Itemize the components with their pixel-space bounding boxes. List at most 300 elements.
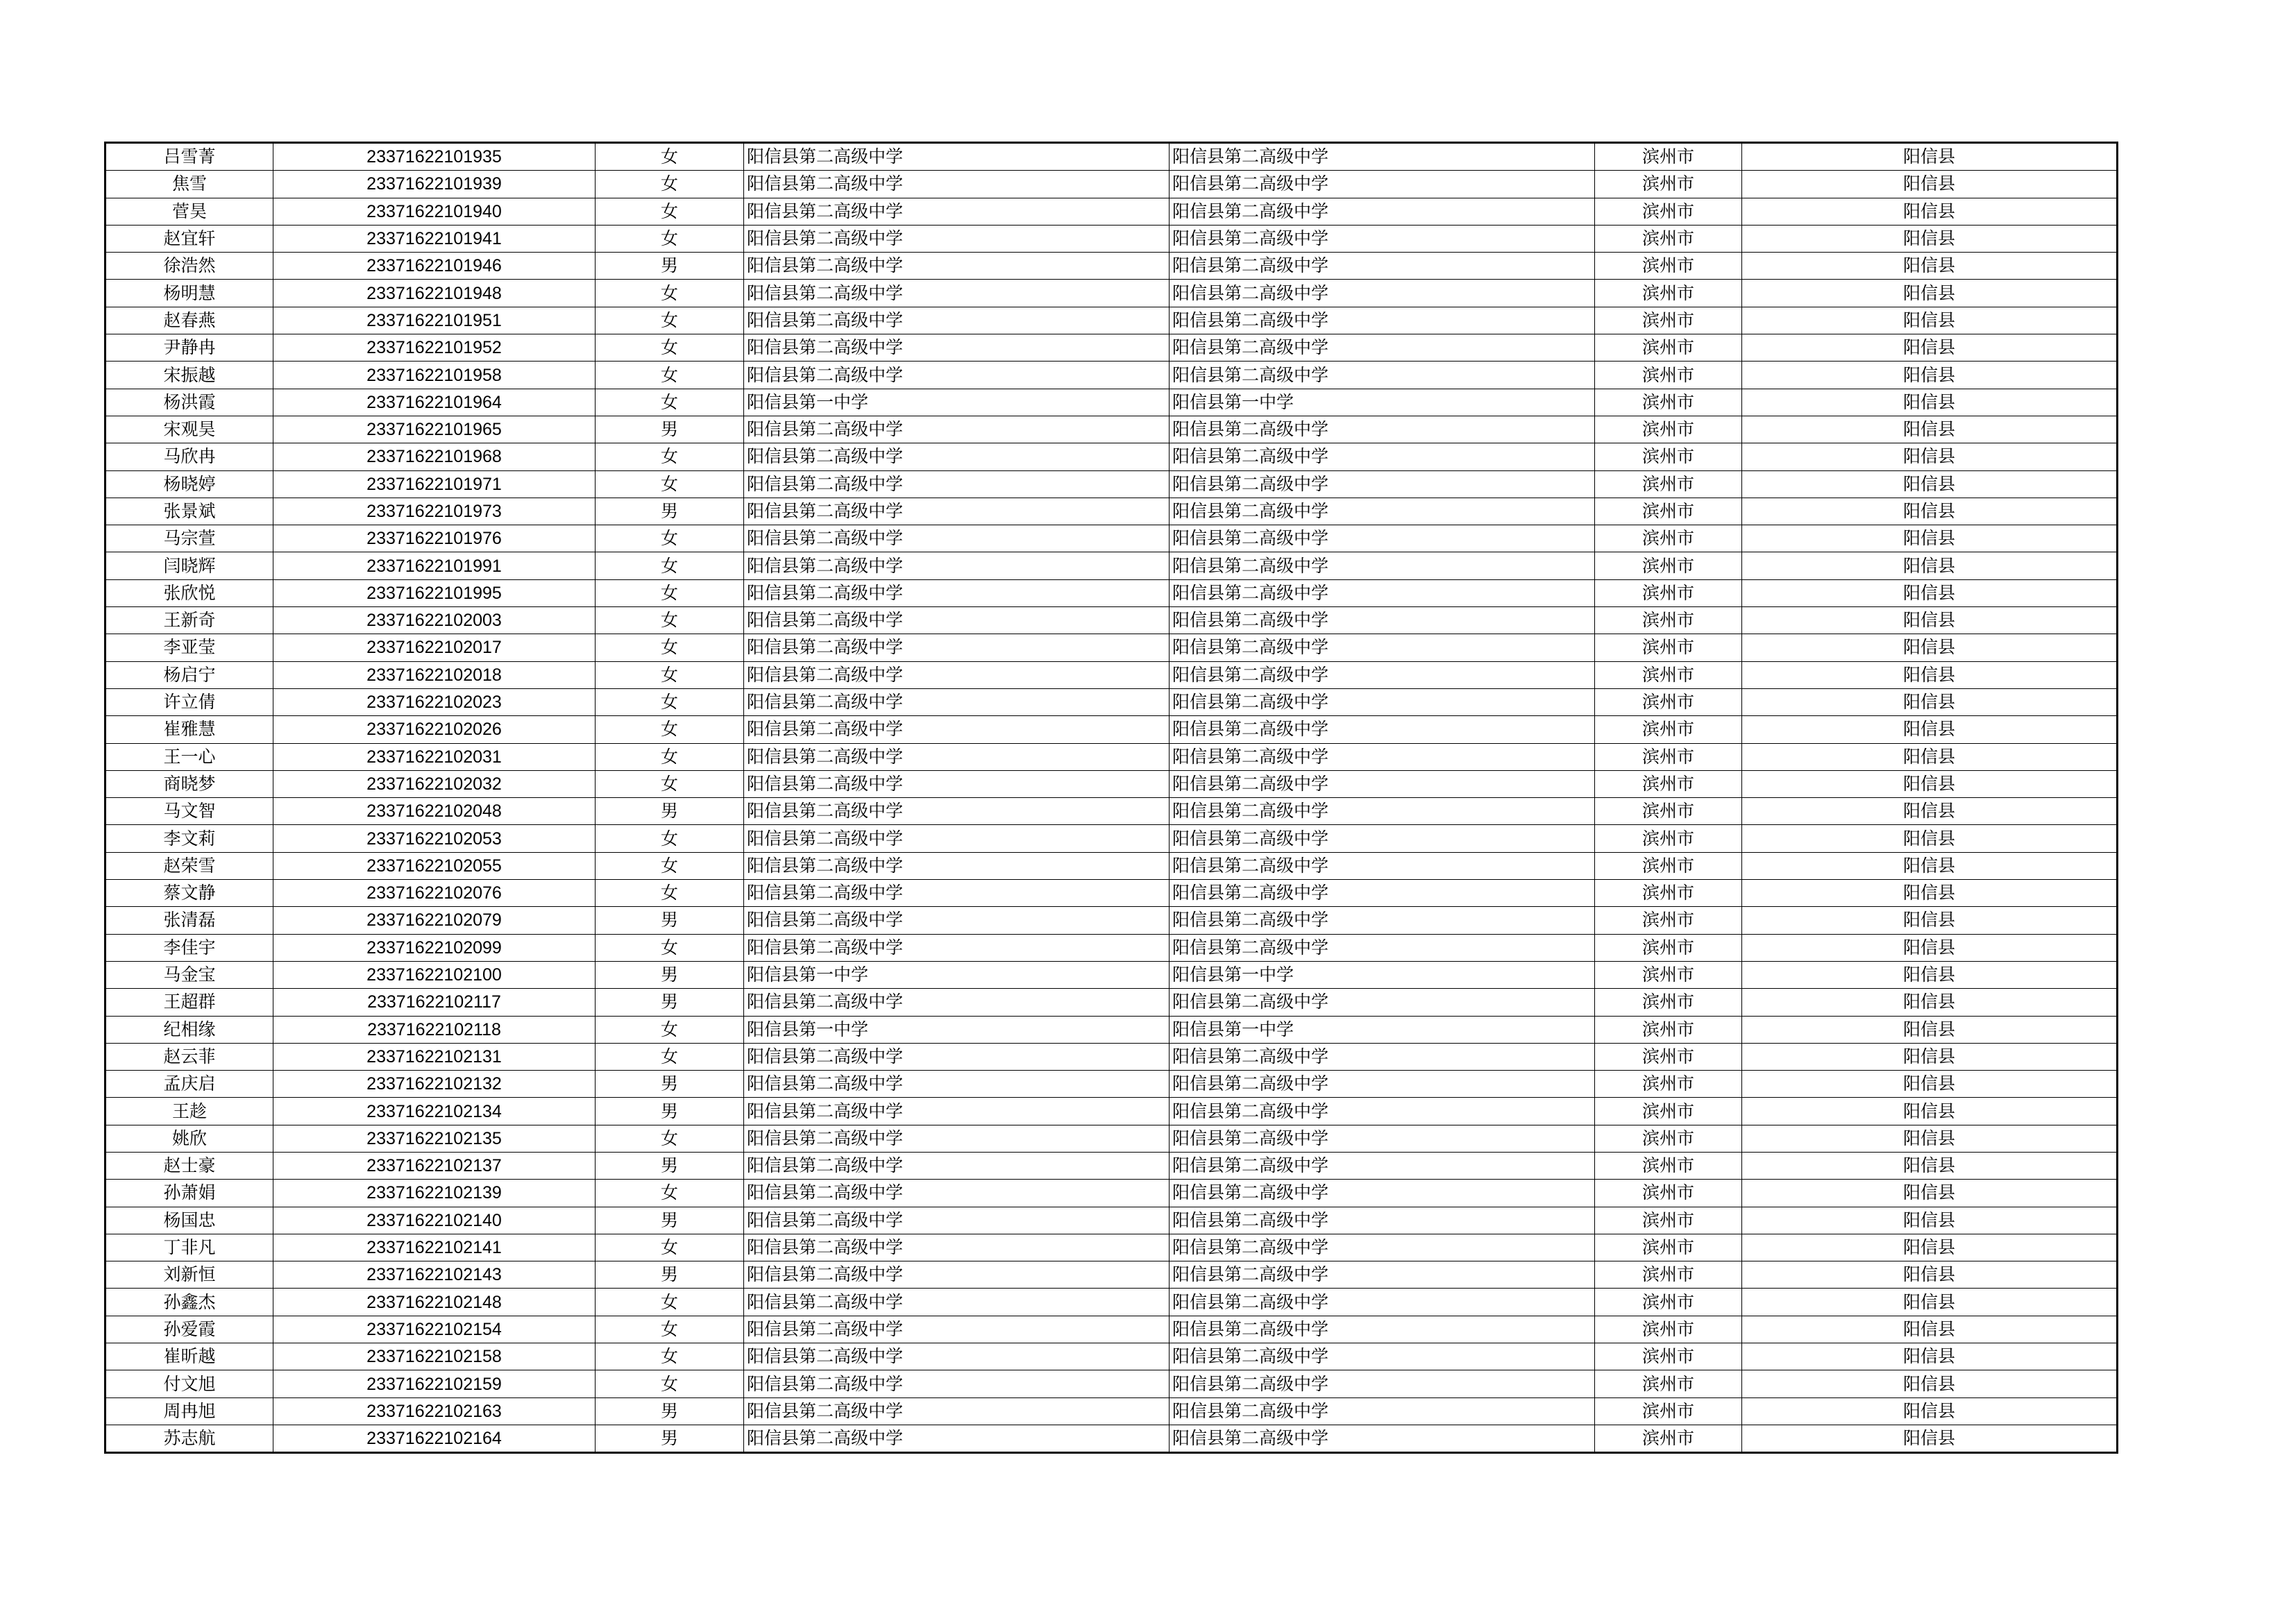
- county-cell: 阳信县: [1742, 1043, 2118, 1070]
- graduating-school-cell: 阳信县第一中学: [1170, 961, 1595, 988]
- school-cell: 阳信县第二高级中学: [744, 1098, 1170, 1125]
- city-cell: 滨州市: [1595, 880, 1742, 907]
- gender-cell: 男: [596, 907, 744, 934]
- gender-cell: 男: [596, 1071, 744, 1098]
- table-row: [105, 1180, 2118, 1207]
- student-name-cell: 宋观昊: [105, 416, 273, 443]
- city-cell: 滨州市: [1595, 498, 1742, 525]
- table-row: [105, 1071, 2118, 1098]
- city-cell: 滨州市: [1595, 1370, 1742, 1397]
- graduating-school-cell: 阳信县第二高级中学: [1170, 225, 1595, 252]
- school-cell: 阳信县第二高级中学: [744, 634, 1170, 661]
- county-cell: 阳信县: [1742, 1425, 2118, 1452]
- graduating-school-cell: 阳信县第二高级中学: [1170, 416, 1595, 443]
- graduating-school-cell: 阳信县第二高级中学: [1170, 198, 1595, 225]
- table-row: [105, 498, 2118, 525]
- city-cell: 滨州市: [1595, 334, 1742, 362]
- graduating-school-cell: 阳信县第二高级中学: [1170, 661, 1595, 688]
- graduating-school-cell: 阳信县第二高级中学: [1170, 716, 1595, 743]
- graduating-school-cell: 阳信县第二高级中学: [1170, 253, 1595, 280]
- gender-cell: 女: [596, 607, 744, 634]
- school-cell: 阳信县第二高级中学: [744, 770, 1170, 797]
- exam-number-cell: 23371622101976: [273, 525, 596, 552]
- school-cell: 阳信县第二高级中学: [744, 1043, 1170, 1070]
- exam-number-cell: 23371622102003: [273, 607, 596, 634]
- gender-cell: 女: [596, 743, 744, 770]
- gender-cell: 男: [596, 1098, 744, 1125]
- exam-number-cell: 23371622102139: [273, 1180, 596, 1207]
- student-name-cell: 孙萧娟: [105, 1180, 273, 1207]
- school-cell: 阳信县第二高级中学: [744, 362, 1170, 389]
- graduating-school-cell: 阳信县第二高级中学: [1170, 989, 1595, 1016]
- table-row: [105, 743, 2118, 770]
- gender-cell: 女: [596, 143, 744, 171]
- county-cell: 阳信县: [1742, 743, 2118, 770]
- county-cell: 阳信县: [1742, 1180, 2118, 1207]
- county-cell: 阳信县: [1742, 961, 2118, 988]
- graduating-school-cell: 阳信县第二高级中学: [1170, 362, 1595, 389]
- gender-cell: 女: [596, 362, 744, 389]
- table-row: [105, 880, 2118, 907]
- exam-number-cell: 23371622102031: [273, 743, 596, 770]
- school-cell: 阳信县第二高级中学: [744, 1125, 1170, 1152]
- gender-cell: 女: [596, 525, 744, 552]
- student-name-cell: 崔昕越: [105, 1343, 273, 1370]
- school-cell: 阳信县第一中学: [744, 1016, 1170, 1043]
- city-cell: 滨州市: [1595, 634, 1742, 661]
- graduating-school-cell: 阳信县第二高级中学: [1170, 1261, 1595, 1289]
- county-cell: 阳信县: [1742, 552, 2118, 579]
- school-cell: 阳信县第二高级中学: [744, 1343, 1170, 1370]
- county-cell: 阳信县: [1742, 307, 2118, 334]
- graduating-school-cell: 阳信县第二高级中学: [1170, 934, 1595, 961]
- county-cell: 阳信县: [1742, 634, 2118, 661]
- student-name-cell: 王一心: [105, 743, 273, 770]
- table-row: [105, 1234, 2118, 1261]
- county-cell: 阳信县: [1742, 253, 2118, 280]
- school-cell: 阳信县第二高级中学: [744, 280, 1170, 307]
- gender-cell: 男: [596, 498, 744, 525]
- exam-number-cell: 23371622102163: [273, 1397, 596, 1425]
- graduating-school-cell: 阳信县第二高级中学: [1170, 1343, 1595, 1370]
- city-cell: 滨州市: [1595, 716, 1742, 743]
- exam-number-cell: 23371622102055: [273, 852, 596, 879]
- table-row: [105, 1098, 2118, 1125]
- exam-number-cell: 23371622101951: [273, 307, 596, 334]
- student-name-cell: 杨启宁: [105, 661, 273, 688]
- school-cell: 阳信县第二高级中学: [744, 171, 1170, 198]
- table-row: [105, 334, 2118, 362]
- graduating-school-cell: 阳信县第二高级中学: [1170, 280, 1595, 307]
- school-cell: 阳信县第二高级中学: [744, 880, 1170, 907]
- city-cell: 滨州市: [1595, 389, 1742, 416]
- graduating-school-cell: 阳信县第二高级中学: [1170, 1316, 1595, 1343]
- gender-cell: 女: [596, 171, 744, 198]
- city-cell: 滨州市: [1595, 362, 1742, 389]
- school-cell: 阳信县第二高级中学: [744, 470, 1170, 498]
- table-row: [105, 1343, 2118, 1370]
- gender-cell: 女: [596, 1289, 744, 1316]
- graduating-school-cell: 阳信县第二高级中学: [1170, 525, 1595, 552]
- graduating-school-cell: 阳信县第二高级中学: [1170, 907, 1595, 934]
- exam-number-cell: 23371622102026: [273, 716, 596, 743]
- county-cell: 阳信县: [1742, 1016, 2118, 1043]
- city-cell: 滨州市: [1595, 171, 1742, 198]
- student-name-cell: 宋振越: [105, 362, 273, 389]
- school-cell: 阳信县第二高级中学: [744, 716, 1170, 743]
- exam-number-cell: 23371622101939: [273, 171, 596, 198]
- county-cell: 阳信县: [1742, 825, 2118, 852]
- student-name-cell: 丁非凡: [105, 1234, 273, 1261]
- student-name-cell: 马欣冉: [105, 443, 273, 470]
- school-cell: 阳信县第二高级中学: [744, 253, 1170, 280]
- graduating-school-cell: 阳信县第二高级中学: [1170, 1425, 1595, 1452]
- exam-number-cell: 23371622102048: [273, 798, 596, 825]
- exam-number-cell: 23371622101991: [273, 552, 596, 579]
- student-name-cell: 赵荣雪: [105, 852, 273, 879]
- table-row: [105, 552, 2118, 579]
- city-cell: 滨州市: [1595, 961, 1742, 988]
- table-row: [105, 143, 2118, 171]
- gender-cell: 女: [596, 280, 744, 307]
- city-cell: 滨州市: [1595, 1316, 1742, 1343]
- city-cell: 滨州市: [1595, 225, 1742, 252]
- student-name-cell: 许立倩: [105, 688, 273, 715]
- county-cell: 阳信县: [1742, 470, 2118, 498]
- table-row: [105, 907, 2118, 934]
- table-row: [105, 798, 2118, 825]
- graduating-school-cell: 阳信县第二高级中学: [1170, 1043, 1595, 1070]
- city-cell: 滨州市: [1595, 907, 1742, 934]
- gender-cell: 男: [596, 1207, 744, 1234]
- table-row: [105, 934, 2118, 961]
- exam-number-cell: 23371622101935: [273, 143, 596, 171]
- city-cell: 滨州市: [1595, 743, 1742, 770]
- table-row: [105, 688, 2118, 715]
- table-row: [105, 1261, 2118, 1289]
- exam-number-cell: 23371622102053: [273, 825, 596, 852]
- county-cell: 阳信县: [1742, 989, 2118, 1016]
- exam-number-cell: 23371622102100: [273, 961, 596, 988]
- gender-cell: 女: [596, 1180, 744, 1207]
- table-row: [105, 225, 2118, 252]
- gender-cell: 女: [596, 825, 744, 852]
- city-cell: 滨州市: [1595, 934, 1742, 961]
- table-row: [105, 525, 2118, 552]
- school-cell: 阳信县第二高级中学: [744, 225, 1170, 252]
- student-name-cell: 徐浩然: [105, 253, 273, 280]
- gender-cell: 女: [596, 880, 744, 907]
- graduating-school-cell: 阳信县第二高级中学: [1170, 743, 1595, 770]
- exam-number-cell: 23371622102117: [273, 989, 596, 1016]
- county-cell: 阳信县: [1742, 225, 2118, 252]
- table-row: [105, 1125, 2118, 1152]
- graduating-school-cell: 阳信县第二高级中学: [1170, 143, 1595, 171]
- gender-cell: 女: [596, 770, 744, 797]
- city-cell: 滨州市: [1595, 798, 1742, 825]
- student-name-cell: 张景斌: [105, 498, 273, 525]
- city-cell: 滨州市: [1595, 1016, 1742, 1043]
- gender-cell: 男: [596, 1261, 744, 1289]
- table-row: [105, 1207, 2118, 1234]
- table-row: [105, 416, 2118, 443]
- county-cell: 阳信县: [1742, 688, 2118, 715]
- gender-cell: 男: [596, 253, 744, 280]
- exam-number-cell: 23371622101948: [273, 280, 596, 307]
- table-row: [105, 1016, 2118, 1043]
- school-cell: 阳信县第二高级中学: [744, 688, 1170, 715]
- county-cell: 阳信县: [1742, 798, 2118, 825]
- student-name-cell: 赵春燕: [105, 307, 273, 334]
- school-cell: 阳信县第二高级中学: [744, 334, 1170, 362]
- county-cell: 阳信县: [1742, 1289, 2118, 1316]
- school-cell: 阳信县第二高级中学: [744, 1180, 1170, 1207]
- student-name-cell: 马宗萱: [105, 525, 273, 552]
- student-name-cell: 孟庆启: [105, 1071, 273, 1098]
- student-name-cell: 张欣悦: [105, 579, 273, 606]
- county-cell: 阳信县: [1742, 1261, 2118, 1289]
- student-name-cell: 周冉旭: [105, 1397, 273, 1425]
- graduating-school-cell: 阳信县第二高级中学: [1170, 1207, 1595, 1234]
- student-name-cell: 姚欣: [105, 1125, 273, 1152]
- gender-cell: 女: [596, 934, 744, 961]
- city-cell: 滨州市: [1595, 852, 1742, 879]
- table-row: [105, 716, 2118, 743]
- student-name-cell: 菅昊: [105, 198, 273, 225]
- graduating-school-cell: 阳信县第二高级中学: [1170, 634, 1595, 661]
- gender-cell: 男: [596, 1397, 744, 1425]
- graduating-school-cell: 阳信县第二高级中学: [1170, 770, 1595, 797]
- table-row: [105, 825, 2118, 852]
- county-cell: 阳信县: [1742, 1098, 2118, 1125]
- city-cell: 滨州市: [1595, 688, 1742, 715]
- school-cell: 阳信县第二高级中学: [744, 143, 1170, 171]
- student-name-cell: 孙爱霞: [105, 1316, 273, 1343]
- school-cell: 阳信县第二高级中学: [744, 1316, 1170, 1343]
- student-name-cell: 付文旭: [105, 1370, 273, 1397]
- student-name-cell: 蔡文静: [105, 880, 273, 907]
- exam-number-cell: 23371622102164: [273, 1425, 596, 1452]
- city-cell: 滨州市: [1595, 989, 1742, 1016]
- school-cell: 阳信县第二高级中学: [744, 907, 1170, 934]
- graduating-school-cell: 阳信县第二高级中学: [1170, 1098, 1595, 1125]
- student-name-cell: 纪相缘: [105, 1016, 273, 1043]
- table-row: [105, 1152, 2118, 1179]
- graduating-school-cell: 阳信县第二高级中学: [1170, 1180, 1595, 1207]
- graduating-school-cell: 阳信县第二高级中学: [1170, 579, 1595, 606]
- county-cell: 阳信县: [1742, 1370, 2118, 1397]
- gender-cell: 女: [596, 1343, 744, 1370]
- exam-number-cell: 23371622101952: [273, 334, 596, 362]
- exam-number-cell: 23371622101941: [273, 225, 596, 252]
- student-name-cell: 马金宝: [105, 961, 273, 988]
- student-name-cell: 李佳宇: [105, 934, 273, 961]
- county-cell: 阳信县: [1742, 1234, 2118, 1261]
- county-cell: 阳信县: [1742, 498, 2118, 525]
- school-cell: 阳信县第二高级中学: [744, 743, 1170, 770]
- student-name-cell: 杨国忠: [105, 1207, 273, 1234]
- student-name-cell: 刘新恒: [105, 1261, 273, 1289]
- city-cell: 滨州市: [1595, 253, 1742, 280]
- county-cell: 阳信县: [1742, 525, 2118, 552]
- graduating-school-cell: 阳信县第一中学: [1170, 389, 1595, 416]
- gender-cell: 女: [596, 661, 744, 688]
- student-name-cell: 赵士豪: [105, 1152, 273, 1179]
- exam-number-cell: 23371622102134: [273, 1098, 596, 1125]
- school-cell: 阳信县第二高级中学: [744, 1071, 1170, 1098]
- city-cell: 滨州市: [1595, 770, 1742, 797]
- city-cell: 滨州市: [1595, 661, 1742, 688]
- city-cell: 滨州市: [1595, 525, 1742, 552]
- county-cell: 阳信县: [1742, 362, 2118, 389]
- school-cell: 阳信县第二高级中学: [744, 1234, 1170, 1261]
- roster-table: [104, 142, 2118, 1454]
- gender-cell: 女: [596, 307, 744, 334]
- graduating-school-cell: 阳信县第二高级中学: [1170, 1234, 1595, 1261]
- county-cell: 阳信县: [1742, 1397, 2118, 1425]
- graduating-school-cell: 阳信县第二高级中学: [1170, 607, 1595, 634]
- city-cell: 滨州市: [1595, 1397, 1742, 1425]
- school-cell: 阳信县第二高级中学: [744, 989, 1170, 1016]
- county-cell: 阳信县: [1742, 607, 2118, 634]
- city-cell: 滨州市: [1595, 416, 1742, 443]
- county-cell: 阳信县: [1742, 143, 2118, 171]
- graduating-school-cell: 阳信县第二高级中学: [1170, 1289, 1595, 1316]
- student-name-cell: 李亚莹: [105, 634, 273, 661]
- table-row: [105, 1370, 2118, 1397]
- student-name-cell: 王超群: [105, 989, 273, 1016]
- student-name-cell: 孙鑫杰: [105, 1289, 273, 1316]
- county-cell: 阳信县: [1742, 1125, 2118, 1152]
- table-row: [105, 307, 2118, 334]
- graduating-school-cell: 阳信县第二高级中学: [1170, 1397, 1595, 1425]
- exam-number-cell: 23371622101971: [273, 470, 596, 498]
- school-cell: 阳信县第二高级中学: [744, 552, 1170, 579]
- city-cell: 滨州市: [1595, 1261, 1742, 1289]
- school-cell: 阳信县第二高级中学: [744, 498, 1170, 525]
- county-cell: 阳信县: [1742, 1071, 2118, 1098]
- city-cell: 滨州市: [1595, 1125, 1742, 1152]
- exam-number-cell: 23371622102159: [273, 1370, 596, 1397]
- county-cell: 阳信县: [1742, 443, 2118, 470]
- exam-number-cell: 23371622102154: [273, 1316, 596, 1343]
- school-cell: 阳信县第二高级中学: [744, 1397, 1170, 1425]
- student-name-cell: 崔雅慧: [105, 716, 273, 743]
- county-cell: 阳信县: [1742, 880, 2118, 907]
- graduating-school-cell: 阳信县第二高级中学: [1170, 880, 1595, 907]
- graduating-school-cell: 阳信县第二高级中学: [1170, 1370, 1595, 1397]
- exam-number-cell: 23371622102017: [273, 634, 596, 661]
- gender-cell: 女: [596, 852, 744, 879]
- exam-number-cell: 23371622102018: [273, 661, 596, 688]
- gender-cell: 女: [596, 552, 744, 579]
- school-cell: 阳信县第二高级中学: [744, 443, 1170, 470]
- student-name-cell: 闫晓辉: [105, 552, 273, 579]
- gender-cell: 男: [596, 416, 744, 443]
- table-row: [105, 253, 2118, 280]
- city-cell: 滨州市: [1595, 1098, 1742, 1125]
- graduating-school-cell: 阳信县第二高级中学: [1170, 171, 1595, 198]
- student-name-cell: 赵云菲: [105, 1043, 273, 1070]
- graduating-school-cell: 阳信县第一中学: [1170, 1016, 1595, 1043]
- county-cell: 阳信县: [1742, 579, 2118, 606]
- gender-cell: 男: [596, 961, 744, 988]
- gender-cell: 女: [596, 198, 744, 225]
- county-cell: 阳信县: [1742, 1316, 2118, 1343]
- county-cell: 阳信县: [1742, 280, 2118, 307]
- school-cell: 阳信县第二高级中学: [744, 1425, 1170, 1452]
- exam-number-cell: 23371622102141: [273, 1234, 596, 1261]
- city-cell: 滨州市: [1595, 825, 1742, 852]
- school-cell: 阳信县第二高级中学: [744, 607, 1170, 634]
- table-row: [105, 1316, 2118, 1343]
- graduating-school-cell: 阳信县第二高级中学: [1170, 334, 1595, 362]
- student-name-cell: 焦雪: [105, 171, 273, 198]
- exam-number-cell: 23371622102137: [273, 1152, 596, 1179]
- city-cell: 滨州市: [1595, 607, 1742, 634]
- county-cell: 阳信县: [1742, 171, 2118, 198]
- city-cell: 滨州市: [1595, 1180, 1742, 1207]
- county-cell: 阳信县: [1742, 661, 2118, 688]
- school-cell: 阳信县第二高级中学: [744, 1370, 1170, 1397]
- exam-number-cell: 23371622102158: [273, 1343, 596, 1370]
- gender-cell: 女: [596, 1316, 744, 1343]
- county-cell: 阳信县: [1742, 334, 2118, 362]
- student-name-cell: 王新奇: [105, 607, 273, 634]
- gender-cell: 女: [596, 634, 744, 661]
- exam-number-cell: 23371622102076: [273, 880, 596, 907]
- city-cell: 滨州市: [1595, 1207, 1742, 1234]
- gender-cell: 女: [596, 1125, 744, 1152]
- table-row: [105, 634, 2118, 661]
- exam-number-cell: 23371622101964: [273, 389, 596, 416]
- graduating-school-cell: 阳信县第二高级中学: [1170, 1071, 1595, 1098]
- county-cell: 阳信县: [1742, 934, 2118, 961]
- county-cell: 阳信县: [1742, 770, 2118, 797]
- county-cell: 阳信县: [1742, 389, 2118, 416]
- city-cell: 滨州市: [1595, 579, 1742, 606]
- city-cell: 滨州市: [1595, 1425, 1742, 1452]
- city-cell: 滨州市: [1595, 1152, 1742, 1179]
- school-cell: 阳信县第二高级中学: [744, 307, 1170, 334]
- city-cell: 滨州市: [1595, 443, 1742, 470]
- city-cell: 滨州市: [1595, 1343, 1742, 1370]
- gender-cell: 女: [596, 716, 744, 743]
- table-row: [105, 443, 2118, 470]
- gender-cell: 女: [596, 225, 744, 252]
- city-cell: 滨州市: [1595, 552, 1742, 579]
- city-cell: 滨州市: [1595, 1289, 1742, 1316]
- graduating-school-cell: 阳信县第二高级中学: [1170, 825, 1595, 852]
- graduating-school-cell: 阳信县第二高级中学: [1170, 1152, 1595, 1179]
- county-cell: 阳信县: [1742, 907, 2118, 934]
- table-row: [105, 470, 2118, 498]
- table-row: [105, 1397, 2118, 1425]
- county-cell: 阳信县: [1742, 716, 2118, 743]
- county-cell: 阳信县: [1742, 1207, 2118, 1234]
- gender-cell: 男: [596, 1425, 744, 1452]
- city-cell: 滨州市: [1595, 307, 1742, 334]
- student-name-cell: 吕雪菁: [105, 143, 273, 171]
- county-cell: 阳信县: [1742, 198, 2118, 225]
- school-cell: 阳信县第二高级中学: [744, 852, 1170, 879]
- graduating-school-cell: 阳信县第二高级中学: [1170, 307, 1595, 334]
- school-cell: 阳信县第二高级中学: [744, 661, 1170, 688]
- graduating-school-cell: 阳信县第二高级中学: [1170, 1125, 1595, 1152]
- table-row: [105, 389, 2118, 416]
- table-row: [105, 198, 2118, 225]
- city-cell: 滨州市: [1595, 280, 1742, 307]
